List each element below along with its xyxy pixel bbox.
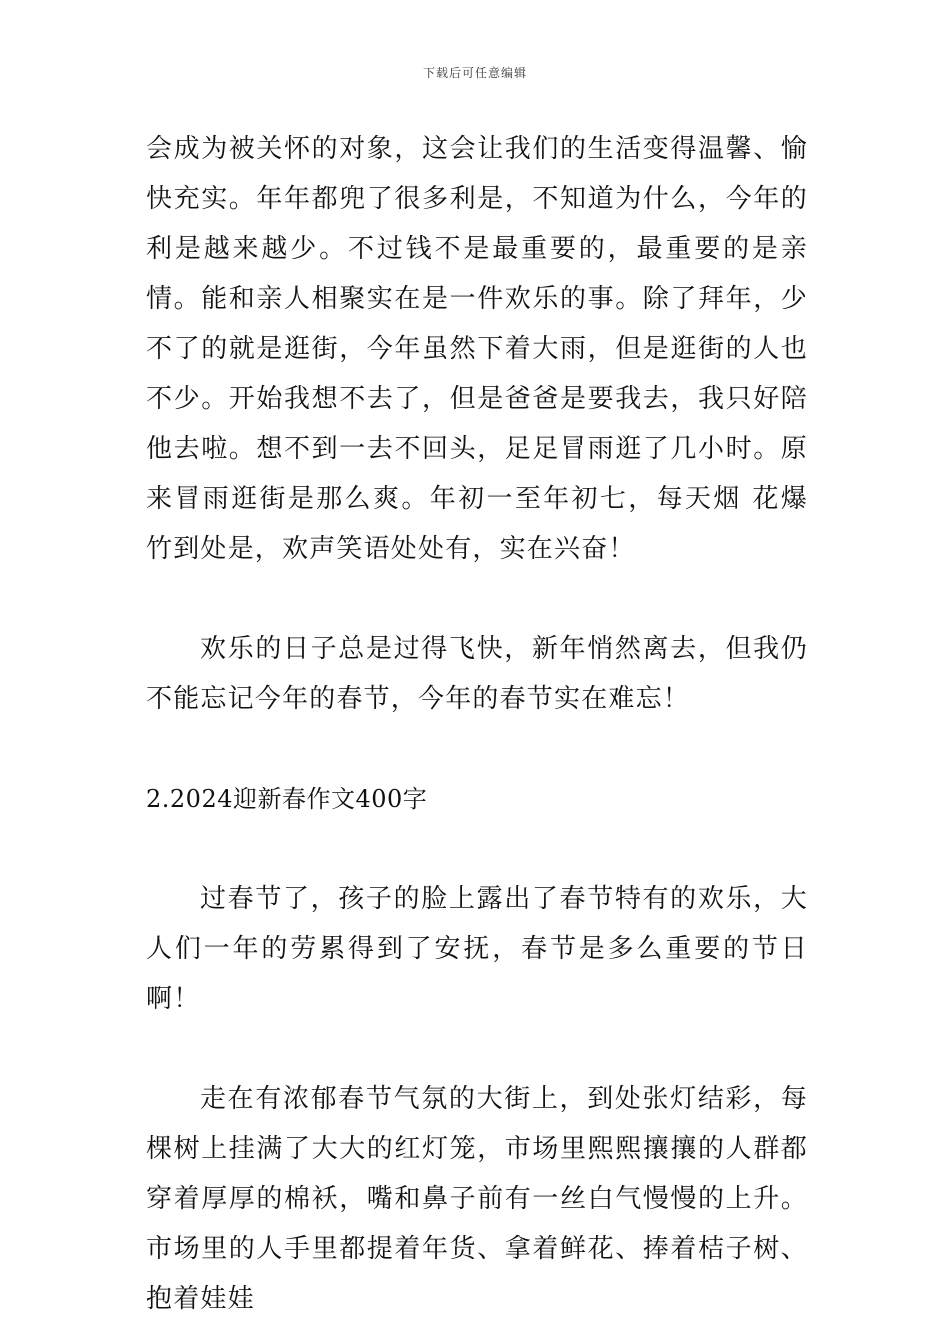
- page-header: 下载后可任意编辑: [422, 66, 527, 80]
- paragraph-intro: 过春节了，孩子的脸上露出了春节特有的欢乐，大人们一年的劳累得到了安抚，春节是多么重要的节日啊！: [146, 884, 808, 1014]
- section-heading: 2.2024迎新春作文400字: [146, 785, 428, 813]
- paragraph-summary: 欢乐的日子总是过得飞快，新年悄然离去，但我仍不能忘记今年的春节，今年的春节实在难忘！: [146, 634, 808, 714]
- paragraph-gap: [146, 1024, 808, 1074]
- paragraph-continuation: 会成为被关怀的对象，这会让我们的生活变得温馨、愉快充实。年年都兜了很多利是，不知道为什么，今年的利是越来越少。不过钱不是最重要的，最重要的是亲情。能和亲人相聚实在是一件欢乐的事。除了拜年，少不了的就是逛街，今年虽然下着大雨，但是逛街的人也不少。开始我想不去了，但是爸爸是要我去，我只好陪他去啦。想不到一去不回头，足足冒雨逛了几小时。原来冒雨逛街是那么爽。年初一至年初七，每天烟 花爆竹到处是，欢声笑语处处有，实在兴奋！: [146, 134, 808, 564]
- paragraph-gap: [146, 724, 808, 774]
- document-body: [146, 124, 808, 1324]
- paragraph-gap: [146, 574, 808, 624]
- paragraph-gap: [146, 824, 808, 874]
- paragraph-street: 走在有浓郁春节气氛的大街上，到处张灯结彩，每棵树上挂满了大大的红灯笼，市场里熙熙攘攘的人群都穿着厚厚的棉袄，嘴和鼻子前有一丝白气慢慢的上升。市场里的人手里都提着年货、拿着鲜花、捧着桔子树、抱着娃娃: [146, 1084, 808, 1314]
